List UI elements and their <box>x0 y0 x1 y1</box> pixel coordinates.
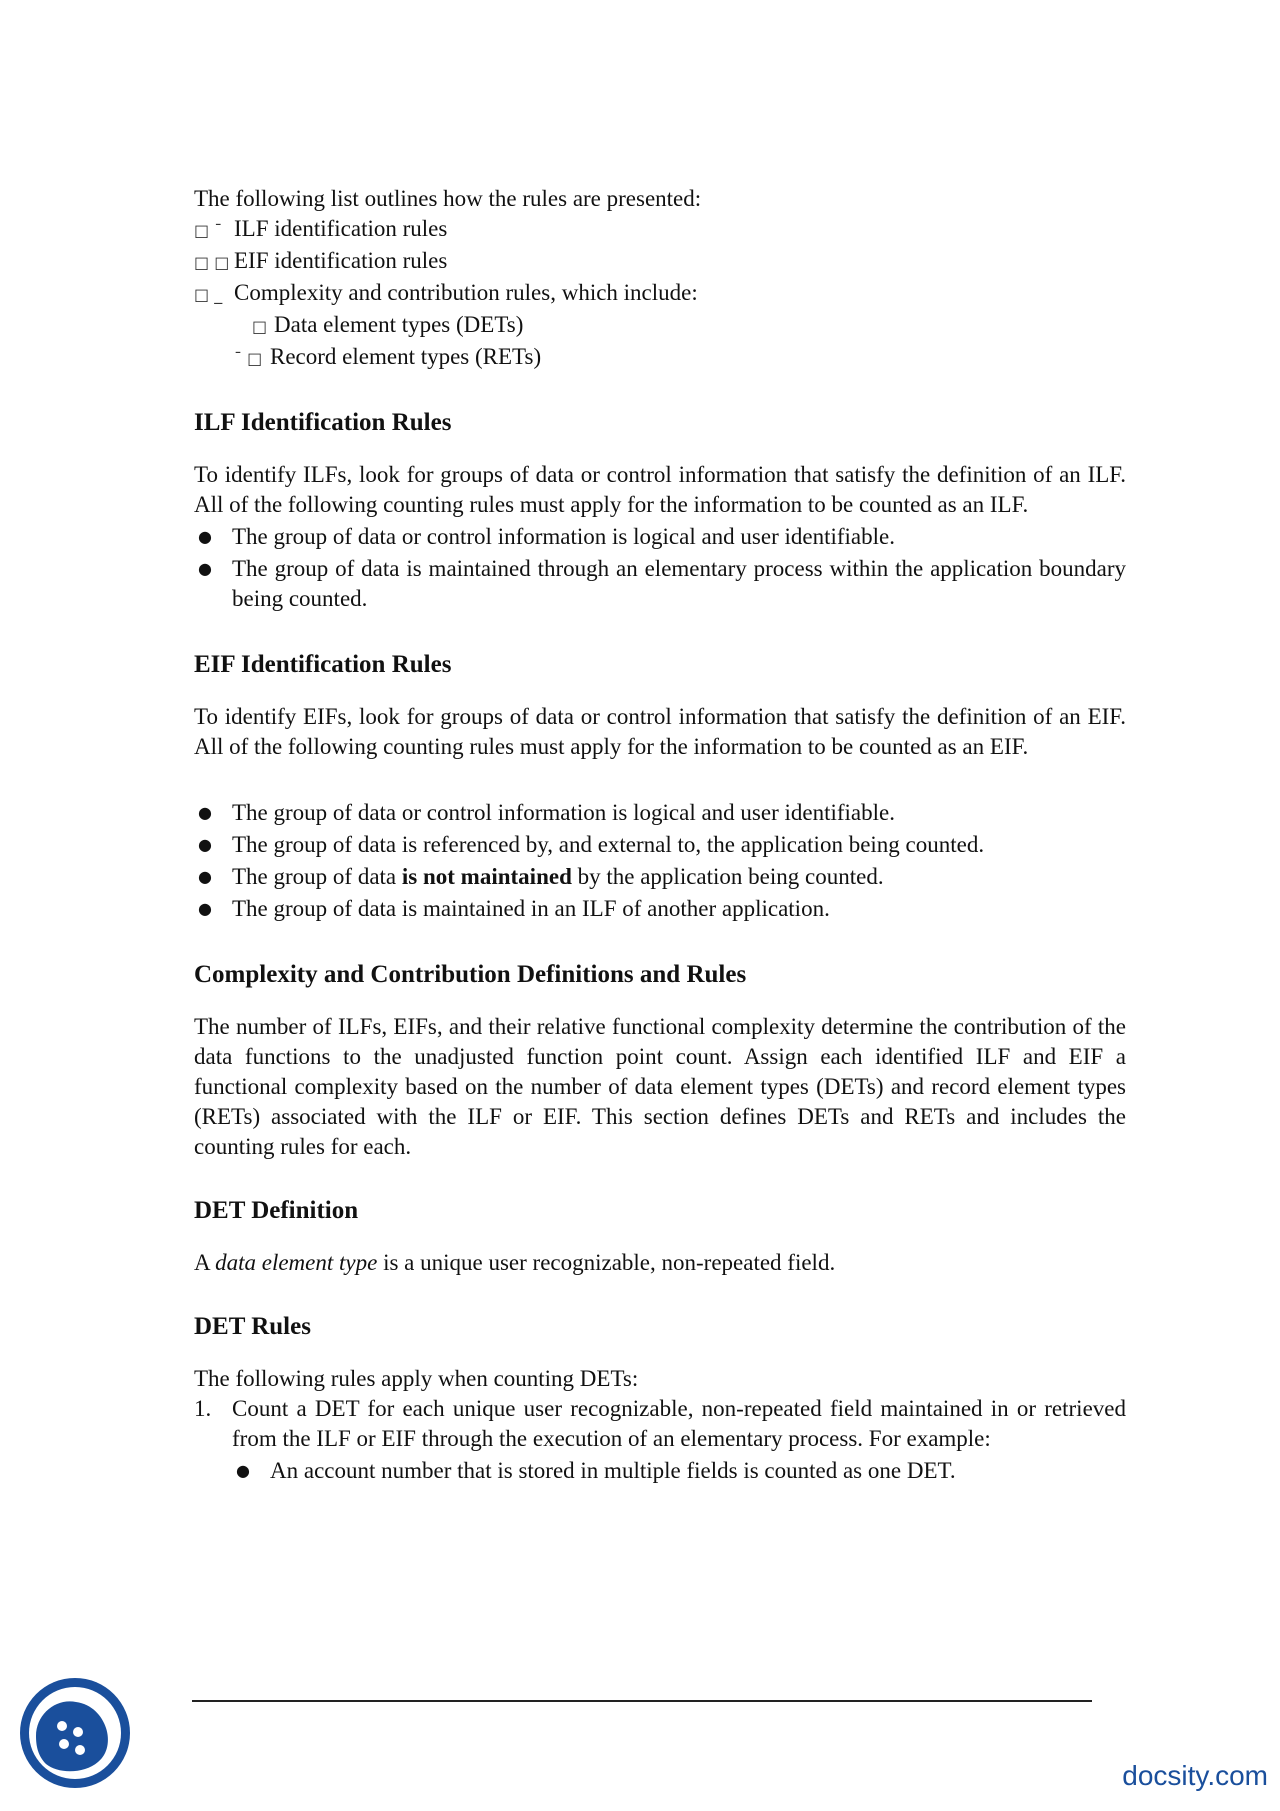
outline-subitem-text: Data element types (DETs) <box>274 312 524 337</box>
det-rule-example-list <box>232 1456 1126 1486</box>
list-item <box>232 1456 1126 1486</box>
det-rules-intro: The following rules apply when counting DETs: <box>194 1366 639 1391</box>
list-item-text: An account number that is stored in multiple fields is counted as one DET. <box>270 1458 956 1483</box>
outline-item-text: ILF identification rules <box>234 216 448 241</box>
section-heading-det-rules: DET Rules <box>194 1313 311 1340</box>
brand-link[interactable]: docsity.com <box>1122 1760 1268 1791</box>
det-definition-paragraph <box>194 1248 1126 1278</box>
eif-paragraph: To identify EIFs, look for groups of data or control information that satisfy the definition of an EIF. All of the following counting rules must apply for the information to be counted as an EIF. <box>194 704 1126 759</box>
footer-divider <box>192 1700 1092 1702</box>
list-item <box>194 522 1126 552</box>
list-item <box>194 830 1126 860</box>
list-item-text: by the application being counted. <box>571 864 884 889</box>
list-item-text: The group of data is maintained through an elementary process within the application boundary being counted. <box>232 556 1126 611</box>
bullet-icon: ● <box>198 899 212 918</box>
docsity-logo-icon <box>18 1676 132 1790</box>
det-rules-list <box>194 1394 1126 1486</box>
outline-glyph: □ _ <box>194 285 223 304</box>
text-run: A <box>194 1250 216 1275</box>
eif-bullet-list <box>194 798 1126 924</box>
outline-item-text: Complexity and contribution rules, which include: <box>234 280 698 305</box>
section-heading-eif: EIF Identification Rules <box>194 651 452 678</box>
bullet-icon: ● <box>198 867 212 886</box>
list-item <box>194 554 1126 614</box>
section-heading-complexity: Complexity and Contribution Definitions and Rules <box>194 961 747 988</box>
section-heading-ilf: ILF Identification Rules <box>194 409 452 436</box>
list-item <box>194 798 1126 828</box>
list-item <box>194 1394 1126 1486</box>
page-content <box>194 184 1126 1488</box>
emphasis-italic: data element type <box>215 1250 378 1275</box>
text-run: is a unique user recognizable, non-repeated field. <box>377 1250 836 1275</box>
outline-item <box>194 214 1126 246</box>
list-item <box>194 894 1126 924</box>
section-heading-det-definition: DET Definition <box>194 1197 359 1224</box>
outline-item <box>194 278 1126 310</box>
outline-subitem <box>194 342 1126 374</box>
outline-glyph: □ ¯ <box>194 221 223 240</box>
ilf-paragraph: To identify ILFs, look for groups of data or control information that satisfy the definition of an ILF. All of the following counting rules must apply for the information to be counted as an ILF. <box>194 462 1126 517</box>
outline-glyph: □ <box>252 317 268 336</box>
list-item-text: The group of data <box>232 864 402 889</box>
bullet-icon: ● <box>198 835 212 854</box>
outline-subitem-text: Record element types (RETs) <box>270 344 542 369</box>
outline-glyph: ¯ □ <box>234 349 263 368</box>
ilf-bullet-list <box>194 522 1126 614</box>
bullet-icon: ● <box>198 527 212 546</box>
outline-intro: The following list outlines how the rules are presented: <box>194 186 702 211</box>
list-item-text: Count a DET for each unique user recognizable, non-repeated field maintained in or retrieved from the ILF or EIF through the execution of an elementary process. For example: <box>232 1396 1126 1451</box>
list-item-text: The group of data or control information is logical and user identifiable. <box>232 524 895 549</box>
bullet-icon: ● <box>198 803 212 822</box>
list-item-text: The group of data or control information is logical and user identifiable. <box>232 800 895 825</box>
list-item-text: The group of data is referenced by, and external to, the application being counted. <box>232 832 985 857</box>
outline-item <box>194 246 1126 278</box>
complexity-paragraph: The number of ILFs, EIFs, and their relative functional complexity determine the contribution of the data functions to the unadjusted function point count. Assign each identified ILF and EIF a functional complexity based on the number of data element types (DETs) and record element types (RETs) associated with the ILF or EIF. This section defines DETs and RETs and includes the counting rules for each. <box>194 1014 1126 1159</box>
outline-glyph: □ □ <box>194 253 230 272</box>
bullet-icon: ● <box>236 1461 250 1480</box>
list-item <box>194 862 1126 892</box>
list-item-text: The group of data is maintained in an ILF of another application. <box>232 896 830 921</box>
emphasis-bold: is not maintained <box>401 864 572 889</box>
outline-subitem <box>194 310 1126 342</box>
list-number: 1. <box>194 1396 212 1421</box>
bullet-icon: ● <box>198 559 212 578</box>
outline-item-text: EIF identification rules <box>234 248 448 273</box>
